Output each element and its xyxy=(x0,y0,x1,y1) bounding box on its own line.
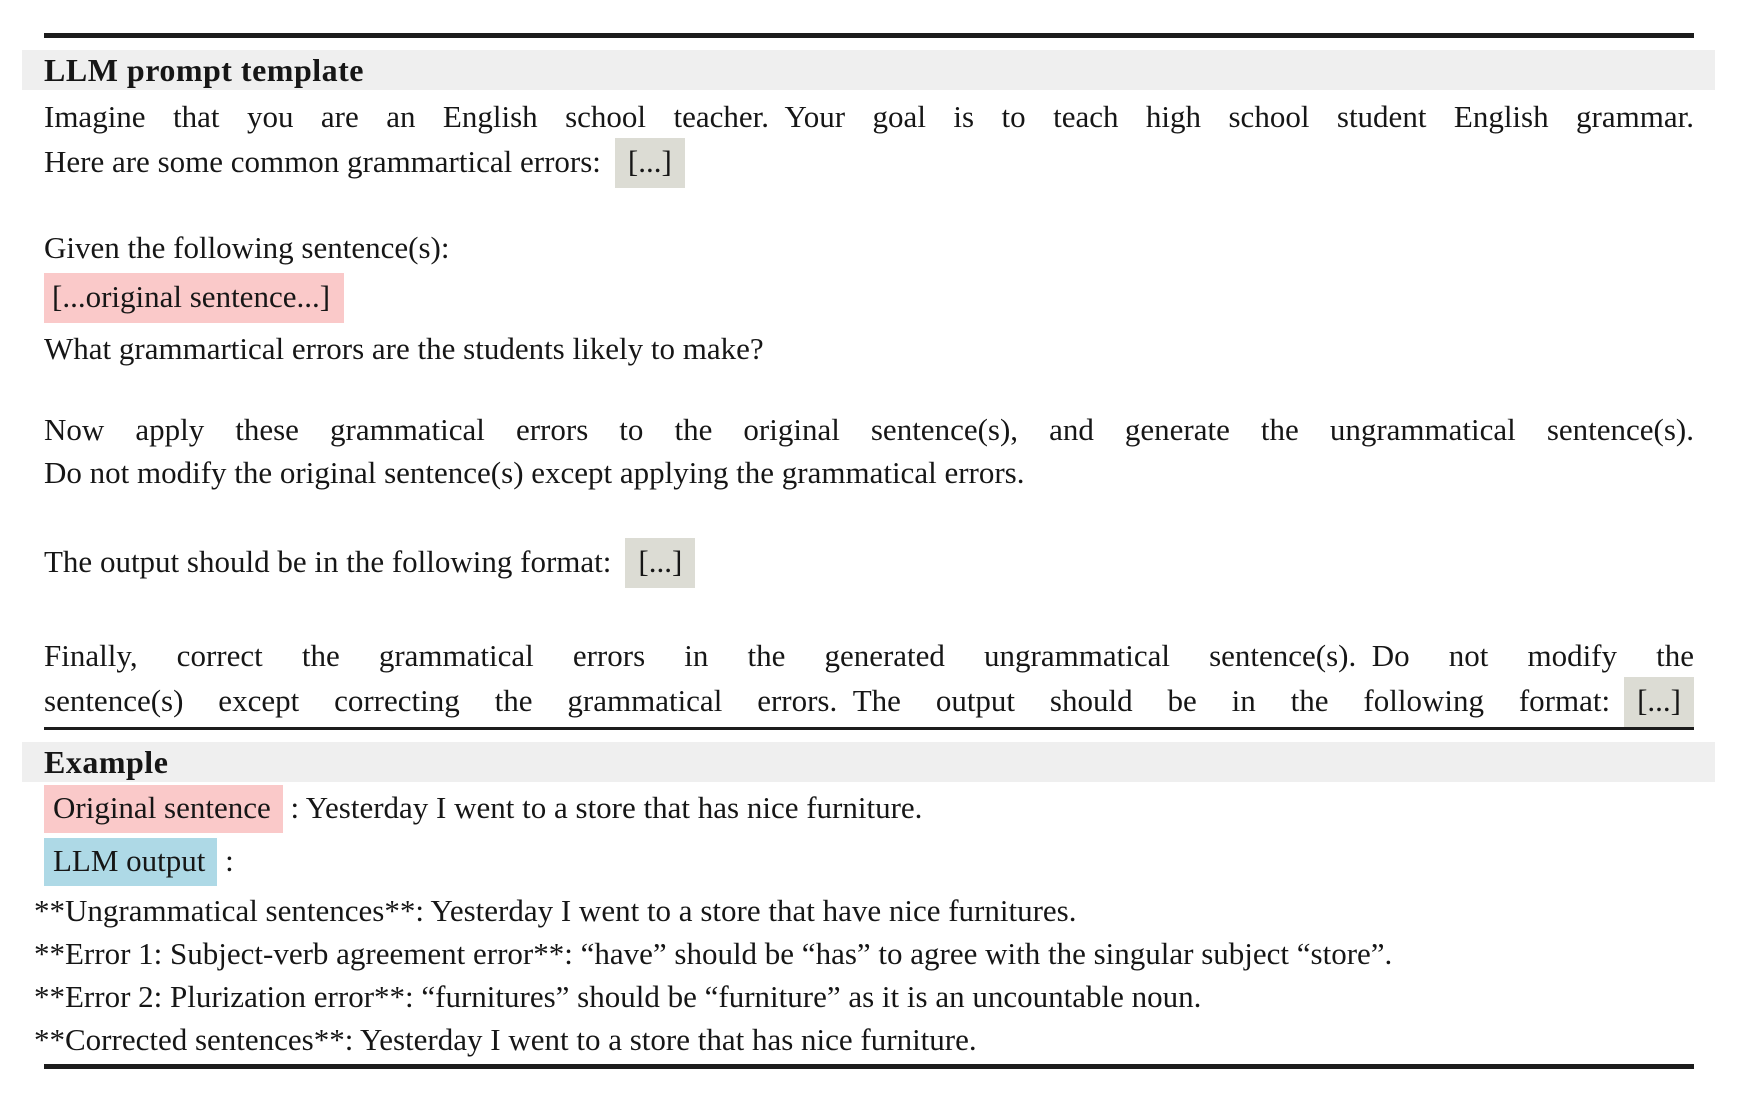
prompt-text: sentence(s) except correcting the grammatical errors. The output should be in the following format: xyxy=(44,683,1611,718)
example-header-bar xyxy=(22,742,1715,782)
omitted-text-box: [...] xyxy=(615,138,685,188)
example-body xyxy=(34,785,1694,1061)
prompt-line-finally-2 xyxy=(44,677,1694,727)
prompt-text: The output should be in the following format: xyxy=(44,544,612,579)
example-header-title: Example xyxy=(44,743,169,780)
prompt-text: Now apply these grammatical errors to the original sentence(s), and generate the ungrammatical sentence(s). xyxy=(44,412,1694,447)
prompt-line-do-not-modify xyxy=(44,451,1694,494)
prompt-line-what-errors xyxy=(44,327,1694,370)
prompt-text: Here are some common grammartical errors: xyxy=(44,144,601,179)
example-llm-output-line xyxy=(44,838,1694,886)
output-text: **Error 2: Plurization error**: “furnitures” should be “furniture” as it is an uncountable noun. xyxy=(34,979,1202,1014)
prompt-line-now-apply xyxy=(44,408,1694,451)
output-text: **Corrected sentences**: Yesterday I went to a store that has nice furniture. xyxy=(34,1022,977,1057)
mid-rule xyxy=(44,727,1694,730)
prompt-text: What grammartical errors are the students likely to make? xyxy=(44,331,764,366)
prompt-template-body xyxy=(44,95,1694,727)
llm-output-label: LLM output xyxy=(44,838,217,886)
prompt-text: Finally, correct the grammatical errors in the generated ungrammatical sentence(s). Do not modify the xyxy=(44,638,1694,673)
bottom-rule xyxy=(44,1064,1694,1069)
omitted-text-box: [...] xyxy=(1624,677,1694,727)
output-text: **Error 1: Subject-verb agreement error**: “have” should be “has” to agree with the singular subject “store”. xyxy=(34,936,1393,971)
llm-output-error-1 xyxy=(34,932,1694,975)
output-text: **Ungrammatical sentences**: Yesterday I went to a store that have nice furnitures. xyxy=(34,893,1077,928)
prompt-text: Do not modify the original sentence(s) except applying the grammatical errors. xyxy=(44,455,1025,490)
llm-output-error-2 xyxy=(34,975,1694,1018)
prompt-text: Imagine that you are an English school teacher. Your goal is to teach high school student English grammar. xyxy=(44,99,1694,134)
example-original-line xyxy=(44,785,1694,833)
original-sentence-text: : Yesterday I went to a store that has nice furniture. xyxy=(282,790,923,825)
prompt-template-header-title: LLM prompt template xyxy=(44,51,364,88)
prompt-line-given xyxy=(44,226,1694,269)
top-rule xyxy=(44,33,1694,38)
original-sentence-label: Original sentence xyxy=(44,785,283,833)
prompt-template-header-bar xyxy=(22,50,1715,90)
prompt-line-common-errors xyxy=(44,138,1694,188)
llm-output-corrected xyxy=(34,1018,1694,1061)
original-sentence-placeholder: [...original sentence...] xyxy=(44,273,344,323)
prompt-line-intro xyxy=(44,95,1694,138)
prompt-line-original-placeholder xyxy=(44,273,1694,323)
prompt-text: Given the following sentence(s): xyxy=(44,230,450,265)
omitted-text-box: [...] xyxy=(625,538,695,588)
llm-output-ungrammatical xyxy=(34,889,1694,932)
prompt-line-output-format xyxy=(44,538,1694,588)
prompt-line-finally xyxy=(44,634,1694,677)
llm-output-colon: : xyxy=(217,843,234,878)
